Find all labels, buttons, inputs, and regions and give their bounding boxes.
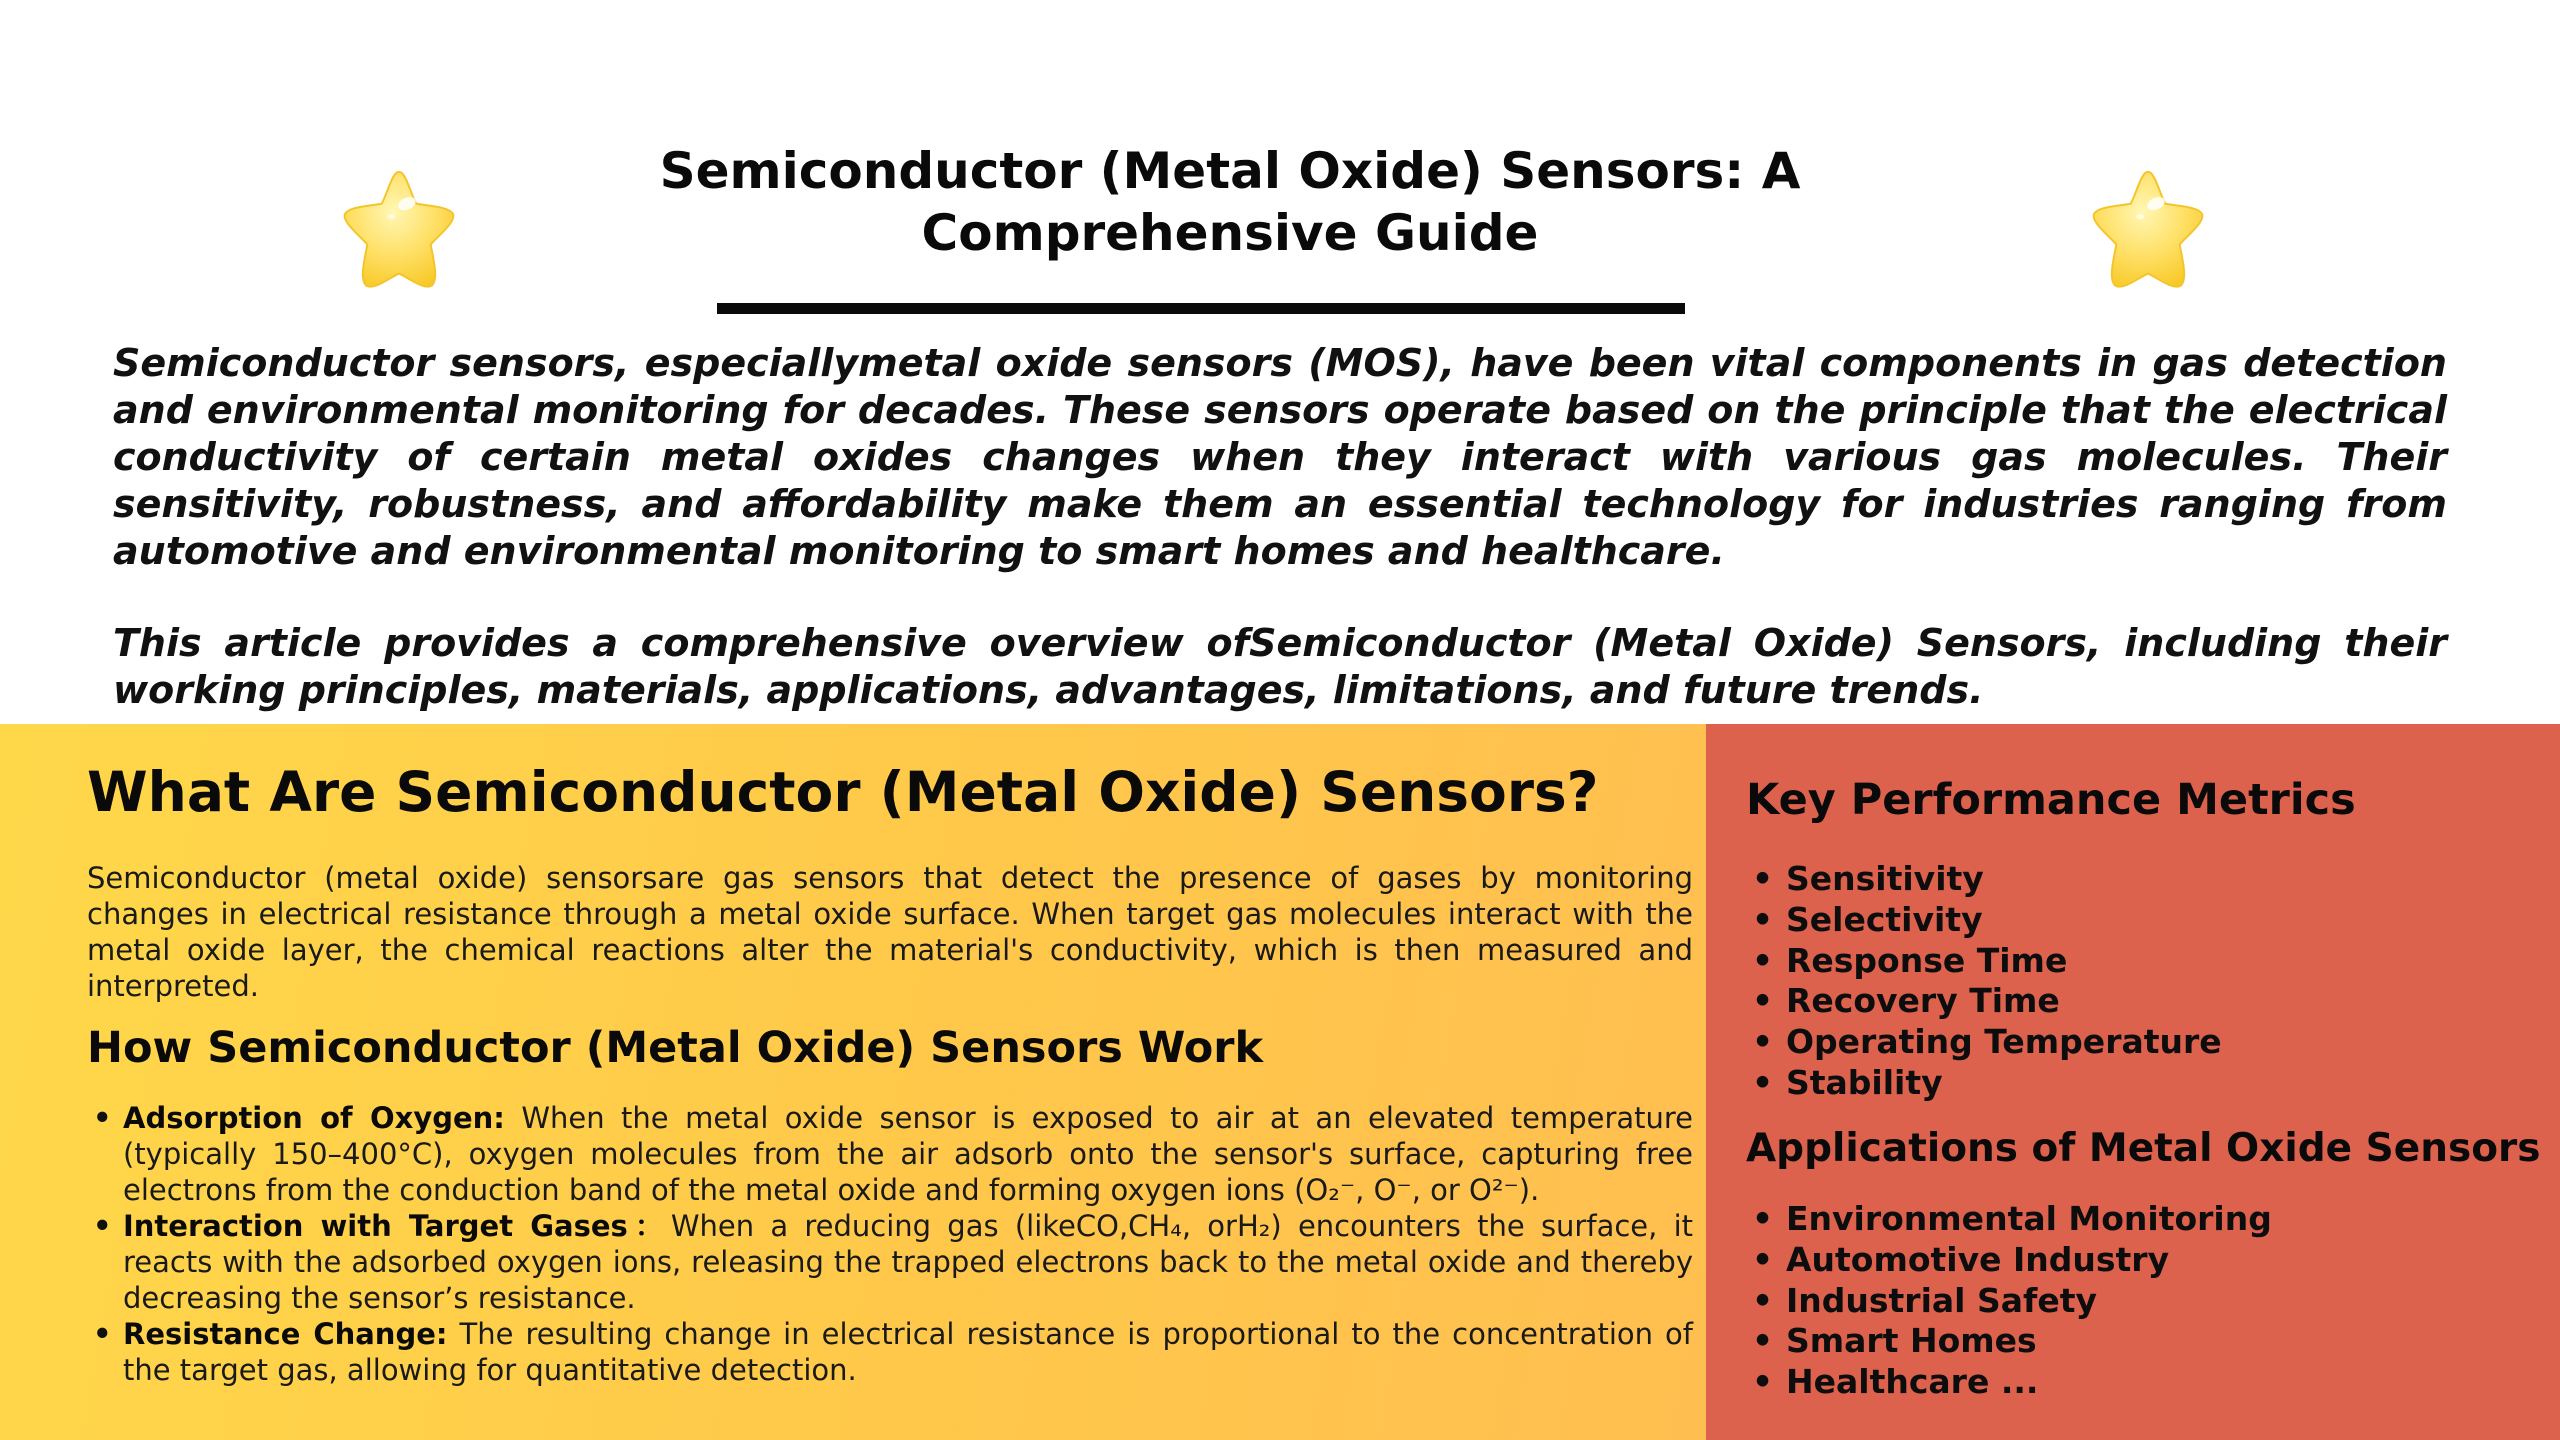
list-item: • Smart Homes: [1746, 1321, 2272, 1362]
list-item: • Automotive Industry: [1746, 1240, 2272, 1281]
item-term: Interaction with Target Gases：: [123, 1209, 671, 1243]
list-item: • Stability: [1746, 1063, 2222, 1104]
item-term: Adsorption of Oxygen:: [123, 1101, 505, 1135]
title-line-1: Semiconductor (Metal Oxide) Sensors: A: [659, 142, 1801, 200]
list-item: • Recovery Time: [1746, 981, 2222, 1022]
intro-section: [113, 340, 2447, 714]
item-text: When a reducing gas (likeCO,CH₄, orH₂) encounters the surface, it reacts with the adsorbed oxygen ions, releasing the trapped electrons back to the metal oxide and thereby decreasing the sensor’s resistance.: [123, 1209, 1694, 1315]
what-are-heading: What Are Semiconductor (Metal Oxide) Sensors?: [87, 760, 1599, 824]
item-term: Resistance Change:: [123, 1317, 448, 1351]
star-icon: [2080, 164, 2216, 296]
list-item: • Environmental Monitoring: [1746, 1199, 2272, 1240]
how-work-heading: How Semiconductor (Metal Oxide) Sensors Work: [87, 1023, 1264, 1073]
item-text: The resulting change in electrical resistance is proportional to the concentration of the target gas, allowing for quantitative detection.: [123, 1317, 1693, 1387]
how-work-list: [87, 1100, 1693, 1388]
what-are-paragraph: Semiconductor (metal oxide) sensorsare gas sensors that detect the presence of gases by monitoring changes in electrical resistance through a metal oxide surface. When target gas molecules interact with the metal oxide layer, the chemical reactions alter the material's conductivity, which is then measured and interpreted.: [87, 861, 1693, 1003]
list-item: • Sensitivity: [1746, 859, 2222, 900]
list-item: [87, 1208, 1693, 1316]
title-underline: [717, 303, 1685, 314]
list-item: [87, 1100, 1693, 1208]
intro-paragraph-1: Semiconductor sensors, especiallymetal oxide sensors (MOS), have been vital components in gas detection and environmental monitoring for decades. These sensors operate based on the principle that the electrical conductivity of certain metal oxides changes when they interact with various gas molecules. Their sensitivity, robustness, and affordability make them an essential technology for industries ranging from automotive and environmental monitoring to smart homes and healthcare.: [113, 341, 2447, 573]
list-item: • Industrial Safety: [1746, 1281, 2272, 1322]
list-item: • Selectivity: [1746, 900, 2222, 941]
star-icon: [331, 164, 467, 296]
list-item: • Operating Temperature: [1746, 1022, 2222, 1063]
item-text: When the metal oxide sensor is exposed to air at an elevated temperature (typically 150–400°C), oxygen molecules from the air adsorb onto the sensor's surface, capturing free electrons from the conduction band of the metal oxide and forming oxygen ions (O₂⁻, O⁻, or O²⁻).: [123, 1101, 1694, 1207]
metrics-list: [1746, 859, 2222, 1104]
metrics-heading: Key Performance Metrics: [1746, 775, 2356, 825]
list-item: • Response Time: [1746, 941, 2222, 982]
page-title: [560, 140, 1900, 264]
applications-heading: Applications of Metal Oxide Sensors: [1746, 1126, 2541, 1171]
list-item: • Healthcare ...: [1746, 1362, 2272, 1403]
intro-paragraph-2: This article provides a comprehensive overview ofSemiconductor (Metal Oxide) Sensors, including their working principles, materials, applications, advantages, limitations, and future trends.: [113, 621, 2447, 712]
applications-list: [1746, 1199, 2272, 1403]
title-line-2: Comprehensive Guide: [921, 204, 1539, 262]
list-item: [87, 1316, 1693, 1388]
